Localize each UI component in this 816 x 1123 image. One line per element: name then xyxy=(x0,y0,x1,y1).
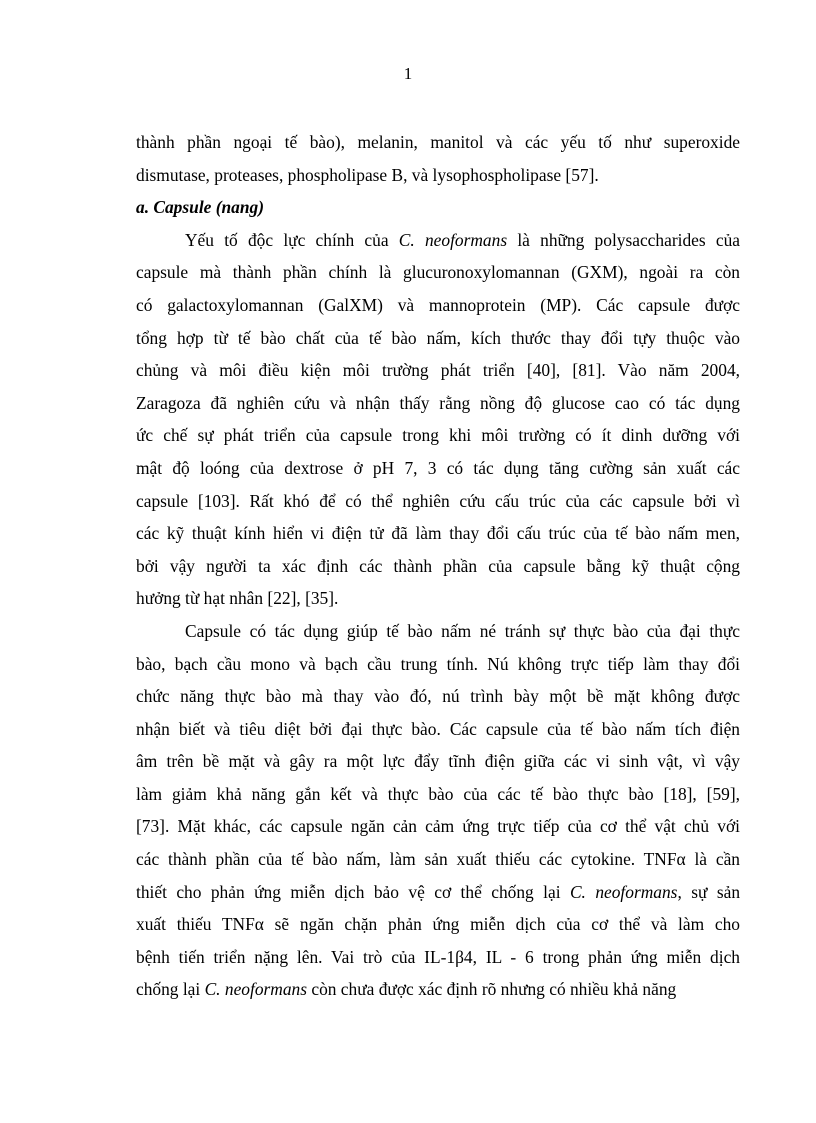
species-name: C. neoformans xyxy=(398,229,508,250)
text-segment: Capsule có tác dụng giúp tế bào nấm né tránh sự thực bào của đại thực xyxy=(185,620,740,641)
text-segment: âm trên bề mặt và gây ra một lực đẩy tĩnh điện giữa các vi sinh vật, vì vậy xyxy=(136,751,740,772)
text-line xyxy=(136,550,740,583)
text-segment: capsule [103]. Rất khó để có thể nghiên cứu cấu trúc của các capsule bởi vì xyxy=(136,490,740,511)
text-segment: thiết cho phản ứng miễn dịch bảo vệ cơ thể chống lại xyxy=(136,881,570,902)
text-line: dismutase, proteases, phospholipase B, và lysophospholipase [57]. xyxy=(136,164,599,185)
text-segment: bào, bạch cầu mono và bạch cầu trung tính. Nú không trực tiếp làm thay đổi xyxy=(136,653,740,674)
text-line xyxy=(136,224,740,257)
text-line xyxy=(136,452,740,485)
text-line xyxy=(136,419,740,452)
text-line: thành phần ngoại tế bào), melanin, manitol và các yếu tố như superoxide xyxy=(136,132,740,152)
text-segment: bởi vậy người ta xác định các thành phần của capsule bằng kỹ thuật cộng xyxy=(136,555,740,576)
text-line xyxy=(136,713,740,746)
document-body xyxy=(136,126,740,1006)
text-line xyxy=(136,517,740,550)
text-segment: tổng hợp từ tế bào chất của tế bào nấm, kích thước thay đổi tựy thuộc vào xyxy=(136,327,740,348)
text-line xyxy=(136,810,740,843)
text-line xyxy=(136,843,740,876)
text-segment: , sự sản xyxy=(677,881,741,902)
text-line xyxy=(136,322,740,355)
text-segment: [73]. Mặt khác, các capsule ngăn cản cảm ứng trực tiếp của cơ thể vật chủ với xyxy=(136,816,740,837)
text-line xyxy=(136,941,740,974)
text-segment: mật độ loóng của dextrose ở pH 7, 3 có tác dụng tăng cường sản xuất các xyxy=(136,457,740,478)
text-segment: ức chế sự phát triển của capsule trong khi môi trường có ít dinh dưỡng với xyxy=(136,425,740,446)
paragraph-intro xyxy=(136,126,740,191)
text-segment: Yếu tố độc lực chính của xyxy=(185,229,399,250)
text-segment: nhận biết và tiêu diệt bởi đại thực bào. Các capsule của tế bào nấm tích điện xyxy=(136,718,740,739)
text-line xyxy=(136,485,740,518)
text-line xyxy=(136,582,740,615)
text-line xyxy=(136,615,740,648)
text-segment: chủng và môi điều kiện môi trường phát triển [40], [81]. Vào năm 2004, xyxy=(136,360,740,381)
text-segment: là những polysaccharides của xyxy=(507,229,740,250)
text-segment: còn chưa được xác định rõ nhưng có nhiều khả năng xyxy=(307,979,677,1000)
text-line xyxy=(136,908,740,941)
page-number: 1 xyxy=(403,64,413,83)
text-line xyxy=(136,876,740,909)
text-line xyxy=(136,745,740,778)
text-segment: làm giảm khả năng gắn kết và thực bào của các tế bào thực bào [18], [59], xyxy=(136,783,740,804)
text-segment: xuất thiếu TNFα sẽ ngăn chặn phản ứng miễn dịch của cơ thể và làm cho xyxy=(136,914,740,935)
text-segment: các kỹ thuật kính hiển vi điện tử đã làm thay đổi cấu trúc của tế bào nấm men, xyxy=(136,523,740,544)
text-segment: các thành phần của tế bào nấm, làm sản xuất thiếu các cytokine. TNFα là cần xyxy=(136,849,740,870)
text-segment: chống lại xyxy=(136,979,205,1000)
text-line xyxy=(136,778,740,811)
paragraph-capsule-virulence xyxy=(136,224,740,615)
text-segment: bệnh tiến triển nặng lên. Vai trò của IL-1β4, IL - 6 trong phản ứng miễn dịch xyxy=(136,946,740,967)
text-segment: capsule mà thành phần chính là glucuronoxylomannan (GXM), ngoài ra còn xyxy=(136,262,740,283)
text-line xyxy=(136,289,740,322)
section-heading: a. Capsule (nang) xyxy=(136,197,265,218)
species-name: C. neoformans xyxy=(569,881,678,902)
text-segment: chức năng thực bào mà thay vào đó, nú trình bày một bề mặt không được xyxy=(136,686,740,707)
text-segment: hưởng từ hạt nhân [22], [35]. xyxy=(136,588,339,609)
text-line xyxy=(136,680,740,713)
text-line xyxy=(136,387,740,420)
text-line xyxy=(136,256,740,289)
text-line xyxy=(136,354,740,387)
text-segment: có galactoxylomannan (GalXM) và mannoprotein (MP). Các capsule được xyxy=(136,294,740,315)
text-segment: Zaragoza đã nghiên cứu và nhận thấy rằng nồng độ glucose cao có tác dụng xyxy=(136,392,740,413)
text-line xyxy=(136,648,740,681)
paragraph-capsule-function xyxy=(136,615,740,1006)
species-name: C. neoformans xyxy=(204,979,307,1000)
text-line xyxy=(136,973,740,1006)
